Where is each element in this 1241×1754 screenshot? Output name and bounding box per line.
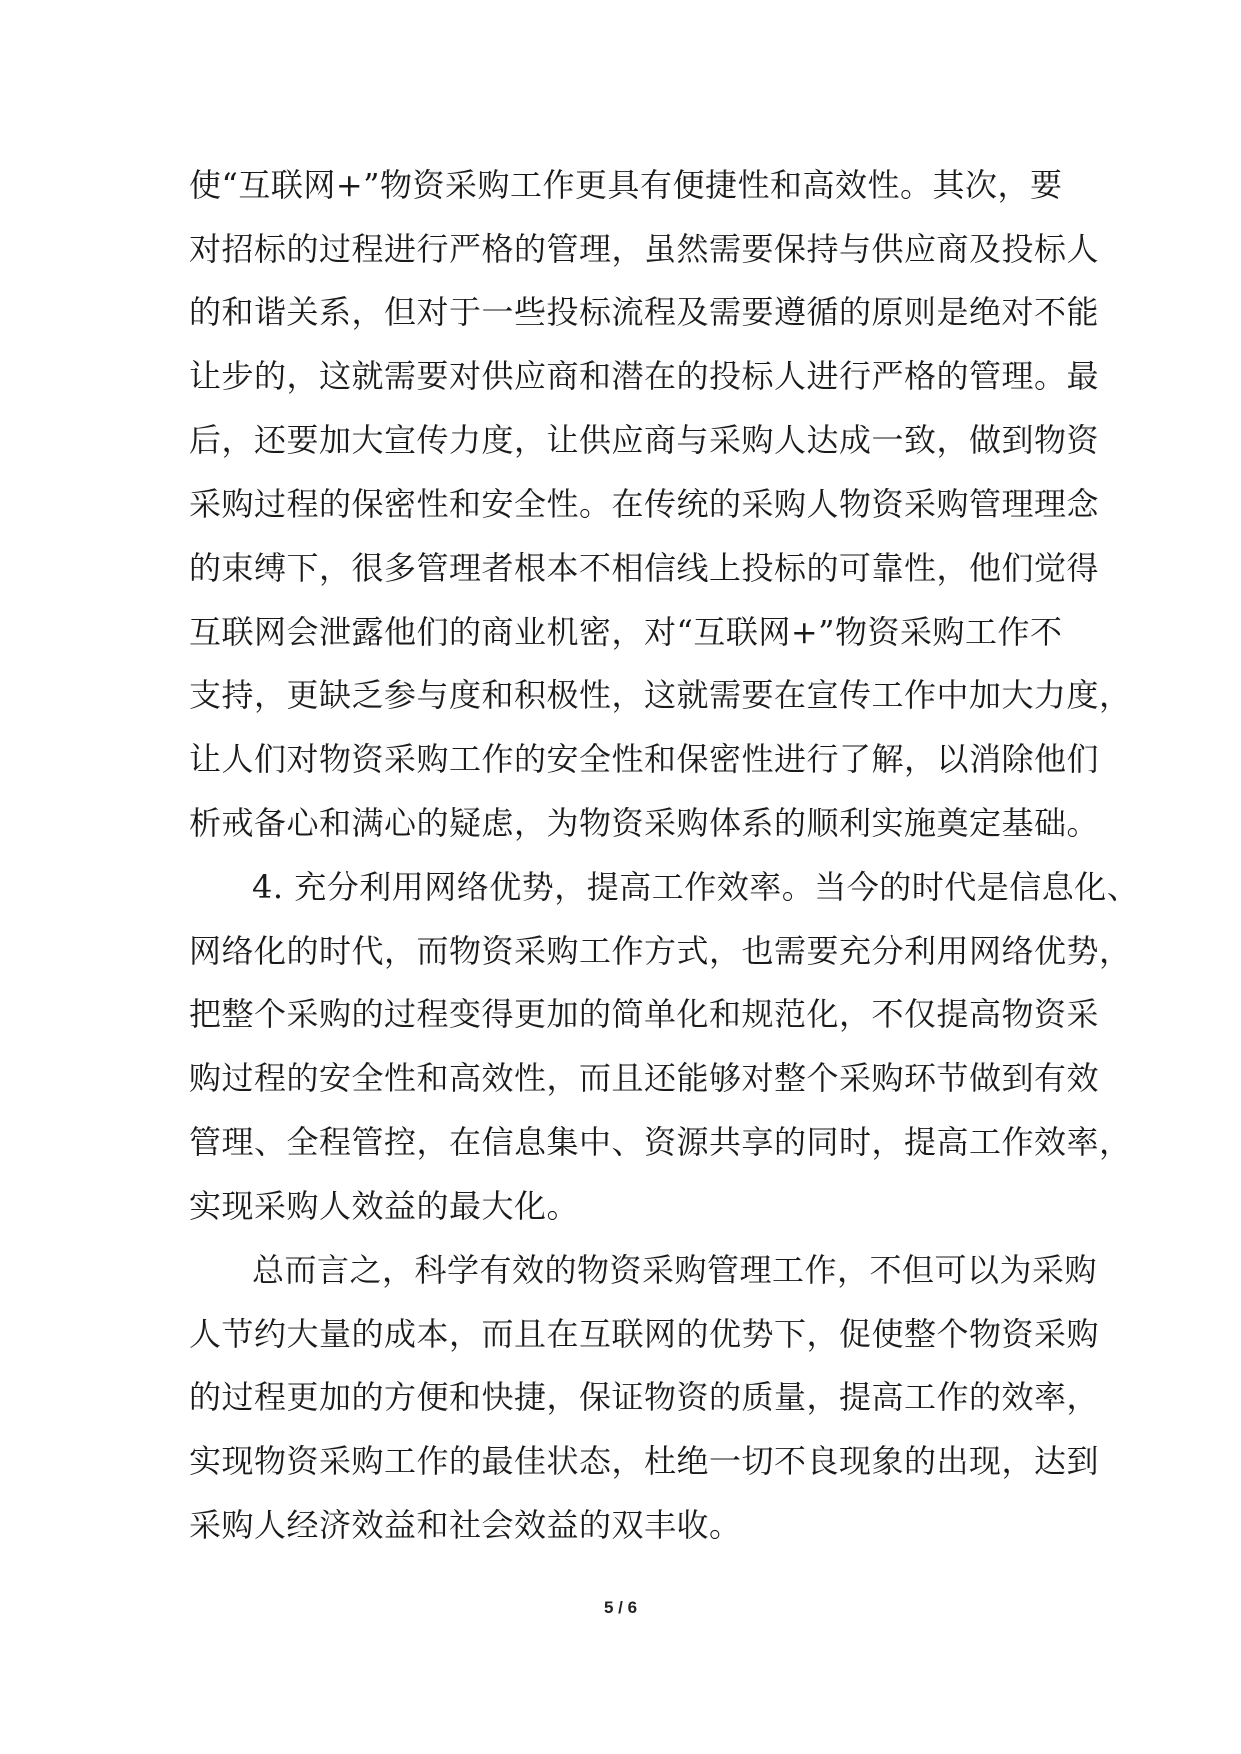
text-line: 析戒备心和满心的疑虑，为物资采购体系的顺利实施奠定基础。 (189, 804, 1100, 842)
text-line: 采购人经济效益和社会效益的双丰收。 (189, 1506, 742, 1544)
text-line: 对招标的过程进行严格的管理，虽然需要保持与供应商及投标人 (189, 230, 1100, 268)
text-line: 的过程更加的方便和快捷，保证物资的质量，提高工作的效率， (189, 1378, 1100, 1416)
text-line: 让步的，这就需要对供应商和潜在的投标人进行严格的管理。最 (189, 357, 1100, 395)
text-line: 让人们对物资采购工作的安全性和保密性进行了解，以消除他们 (189, 740, 1100, 778)
text-line: 互联网会泄露他们的商业机密，对“互联网+”物资采购工作不 (189, 613, 1063, 651)
text-line: 购过程的安全性和高效性，而且还能够对整个采购环节做到有效 (189, 1059, 1100, 1097)
text-line: 使“互联网+”物资采购工作更具有便捷性和高效性。其次，要 (189, 166, 1063, 204)
text-line: 实现采购人效益的最大化。 (189, 1187, 580, 1225)
text-line: 管理、全程管控，在信息集中、资源共享的同时，提高工作效率， (189, 1123, 1132, 1161)
text-line: 后，还要加大宣传力度，让供应商与采购人达成一致，做到物资 (189, 421, 1100, 459)
text-line: 把整个采购的过程变得更加的简单化和规范化，不仅提高物资采 (189, 995, 1100, 1033)
page-number: 5 / 6 (603, 1598, 638, 1617)
text-line: 支持，更缺乏参与度和积极性，这就需要在宣传工作中加大力度， (189, 676, 1132, 714)
text-line: 采购过程的保密性和安全性。在传统的采购人物资采购管理理念 (189, 485, 1100, 523)
text-line: 的束缚下，很多管理者根本不相信线上投标的可靠性，他们觉得 (189, 549, 1100, 587)
text-line: 网络化的时代，而物资采购工作方式，也需要充分利用网络优势， (189, 932, 1132, 970)
text-line: 人节约大量的成本，而且在互联网的优势下，促使整个物资采购 (189, 1315, 1100, 1353)
text-line: 总而言之，科学有效的物资采购管理工作，不但可以为采购 (252, 1251, 1098, 1289)
text-line: 的和谐关系，但对于一些投标流程及需要遵循的原则是绝对不能 (189, 293, 1100, 331)
text-line: 实现物资采购工作的最佳状态，杜绝一切不良现象的出现，达到 (189, 1442, 1100, 1480)
text-line: 4. 充分利用网络优势，提高工作效率。当今的时代是信息化、 (252, 868, 1140, 906)
